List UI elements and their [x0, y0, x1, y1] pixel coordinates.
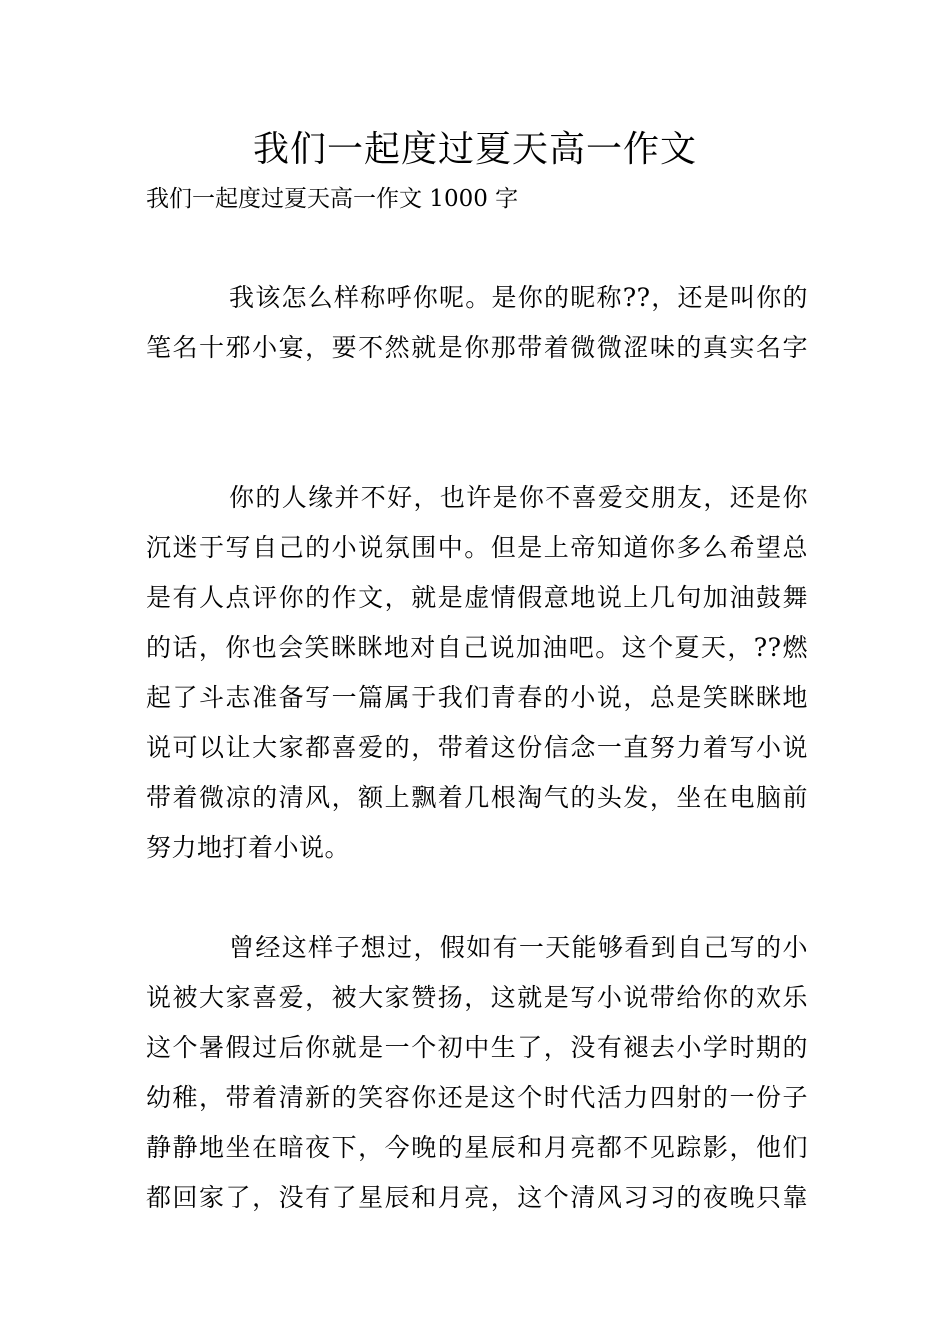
paragraph-1-line-2: 笔名十邪小宴，要不然就是你那带着微微涩味的真实名字: [146, 333, 808, 362]
paragraph-2-line-5: 起了斗志准备写一篇属于我们青春的小说，总是笑眯眯地: [146, 683, 808, 712]
document-subtitle: 我们一起度过夏天高一作文 1000 字: [146, 186, 519, 212]
paragraph-3-line-6: 都回家了，没有了星辰和月亮，这个清风习习的夜晚只靠: [146, 1183, 808, 1212]
paragraph-1-line-1: 我该怎么样称呼你呢。是你的昵称??，还是叫你的: [229, 283, 808, 312]
paragraph-2-line-8: 努力地打着小说。: [146, 833, 351, 862]
paragraph-2-line-4: 的话，你也会笑眯眯地对自己说加油吧。这个夏天，??燃: [146, 633, 808, 662]
paragraph-2-line-1: 你的人缘并不好，也许是你不喜爱交朋友，还是你: [229, 483, 808, 512]
paragraph-3-line-4: 幼稚，带着清新的笑容你还是这个时代活力四射的一份子: [146, 1083, 808, 1112]
paragraph-3-line-2: 说被大家喜爱，被大家赞扬，这就是写小说带给你的欢乐: [146, 983, 808, 1012]
paragraph-3-line-3: 这个暑假过后你就是一个初中生了，没有褪去小学时期的: [146, 1033, 808, 1062]
paragraph-2-line-7: 带着微凉的清风，额上飘着几根淘气的头发，坐在电脑前: [146, 783, 808, 812]
paragraph-2-line-3: 是有人点评你的作文，就是虚情假意地说上几句加油鼓舞: [146, 583, 808, 612]
paragraph-2-line-6: 说可以让大家都喜爱的，带着这份信念一直努力着写小说: [146, 733, 808, 762]
paragraph-2-line-2: 沉迷于写自己的小说氛围中。但是上帝知道你多么希望总: [146, 533, 808, 562]
paragraph-3-line-5: 静静地坐在暗夜下，今晚的星辰和月亮都不见踪影，他们: [146, 1133, 808, 1162]
paragraph-3-line-1: 曾经这样子想过，假如有一天能够看到自己写的小: [229, 933, 808, 962]
document-title: 我们一起度过夏天高一作文: [252, 129, 697, 170]
